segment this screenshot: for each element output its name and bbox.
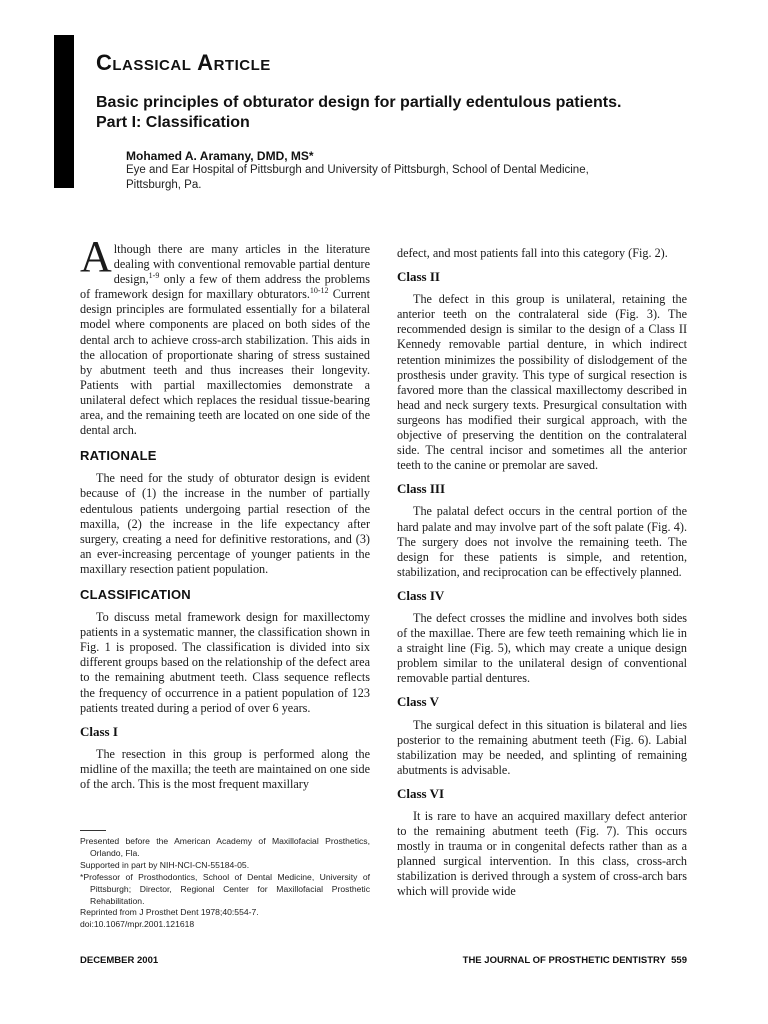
class3-heading: Class III <box>397 481 446 497</box>
footnote-divider <box>80 830 106 831</box>
footnotes <box>80 830 370 931</box>
class1-heading: Class I <box>80 723 118 739</box>
footnote-doi: doi:10.1067/mpr.2001.121618 <box>80 919 195 930</box>
intro-text-1: lthough there are many articles in the literature dealing with conventional removable partial denture design, <box>113 242 370 287</box>
footnote: *Professor of Prosthodontics, School of Dental Medicine, University of Pittsburgh; Director, Regional Center for Maxillofacial Prosthetic Rehabilitation. <box>80 871 370 906</box>
page-number: 559 <box>671 955 687 966</box>
author-affiliation: Eye and Ear Hospital of Pittsburgh and University of Pittsburgh, School of Dental Medicine, Pittsburgh, Pa. <box>126 164 589 191</box>
intro-text-2: only a few of them address the problems of framework design for maxillary obturators. <box>80 272 370 302</box>
classification-paragraph: To discuss metal framework design for maxillectomy patients in a systematic manner, the classification shown in Fig. 1 is proposed. The classification is divided into six different groups based on the relationship of the defect area to the remaining abutment teeth. Class sequence reflects the frequency of occurrence in a patient population of 123 patients treated during a period of over 6 years. <box>80 610 370 715</box>
drop-cap: A <box>80 232 112 281</box>
intro-text-3: Current design principles are formulated essentially for a bilateral model where components are placed on both sides of the dental arch to achieve cross-arch stabilization. This aids in the allocation of proportionate sharing of stress sustained by abutment teeth and thus increases their longevity. Patients with partial maxillectomies demonstrate a unilateral defect which replaces the residual tissue-bearing area, and the remaining teeth are located on one side of the dental arch. <box>80 287 371 438</box>
footnote: Supported in part by NIH-NCI-CN-55184-05. <box>80 859 250 870</box>
author-name: Mohamed A. Aramany, DMD, MS* <box>126 149 314 163</box>
class6-paragraph: It is rare to have an acquired maxillary defect anterior to the remaining abutment teeth (Fig. 7). This occurs mostly in trauma or in congenital defects rather than as a planned surgical intervention. In this class, cross-arch stabilization is derived through a system of cross-arch bars which will provide wide <box>397 809 687 899</box>
class5-paragraph: The surgical defect in this situation is bilateral and lies posterior to the remaining abutment teeth (Fig. 6). Labial stabilization may be needed, and splinting of remaining abutments is advisable. <box>397 717 687 777</box>
footnote: Presented before the American Academy of Maxillofacial Prosthetics, Orlando, Fla. <box>80 836 370 858</box>
section-label: Classical Article <box>96 50 271 75</box>
class5-heading: Class V <box>397 694 440 710</box>
article-title <box>96 93 696 133</box>
rationale-paragraph: The need for the study of obturator design is evident because of (1) the increase in the number of partially edentulous patients undergoing partial resection of the maxilla, (2) the increase in the life expectancy after surgery, creating a need for definitive restorations, and (3) an ever-increasing percentage of younger patients in the maxillary resection patient population. <box>80 471 370 576</box>
rationale-heading: RATIONALE <box>80 448 157 464</box>
class1-paragraph: The resection in this group is performed along the midline of the maxilla; the teeth are maintained on one side of the arch. This is the most frequent maxillary <box>80 746 370 791</box>
class4-paragraph: The defect crosses the midline and involves both sides of the maxillae. There are few teeth remaining which lie in a straight line (Fig. 5), which may create a unique design problem similar to the unilateral design of conventional removable partial dentures. <box>397 610 687 686</box>
right-column <box>397 246 687 900</box>
left-column <box>80 232 371 792</box>
journal-name: THE JOURNAL OF PROSTHETIC DENTISTRY <box>462 955 666 966</box>
class4-heading: Class IV <box>397 587 445 603</box>
section-marker-bar <box>54 35 74 188</box>
footer-date: DECEMBER 2001 <box>80 955 159 966</box>
intro-ref-2: 10-12 <box>309 286 329 296</box>
intro-paragraph <box>80 232 371 438</box>
class6-heading: Class VI <box>397 785 445 801</box>
class1-continuation: defect, and most patients fall into this category (Fig. 2). <box>397 246 668 260</box>
title-line-1: Basic principles of obturator design for partially edentulous patients. <box>96 94 622 111</box>
class2-heading: Class II <box>397 269 440 285</box>
class3-paragraph: The palatal defect occurs in the central portion of the hard palate and may involve part of the soft palate (Fig. 4). The surgery does not involve the remaining teeth. The design for these patients is simple, and retention, stabilization, and reciprocation can be effectively planned. <box>397 504 687 579</box>
footnote: Reprinted from J Prosthet Dent 1978;40:554-7. <box>80 907 259 918</box>
intro-ref-1: 1-9 <box>148 271 160 281</box>
class2-paragraph: The defect in this group is unilateral, retaining the anterior teeth on the contralateral side (Fig. 3). The recommended design is similar to the design of a Class II Kennedy removable partial denture, in which indirect retention minimizes the possibility of dislodgement of the prosthesis under gravity. This type of surgical resection is favored more than the classical maxillectomy described in head and neck surgery texts. Presurgical consultation with surgeons has modified their surgical approach, with the objective of preserving the dentition on the contralateral side. The central incisor and sometimes all the anterior teeth to the canine or premolar are saved. <box>397 292 687 473</box>
footer-journal <box>463 955 687 966</box>
title-line-2: Part I: Classification <box>96 114 250 131</box>
classification-heading: CLASSIFICATION <box>80 586 191 602</box>
